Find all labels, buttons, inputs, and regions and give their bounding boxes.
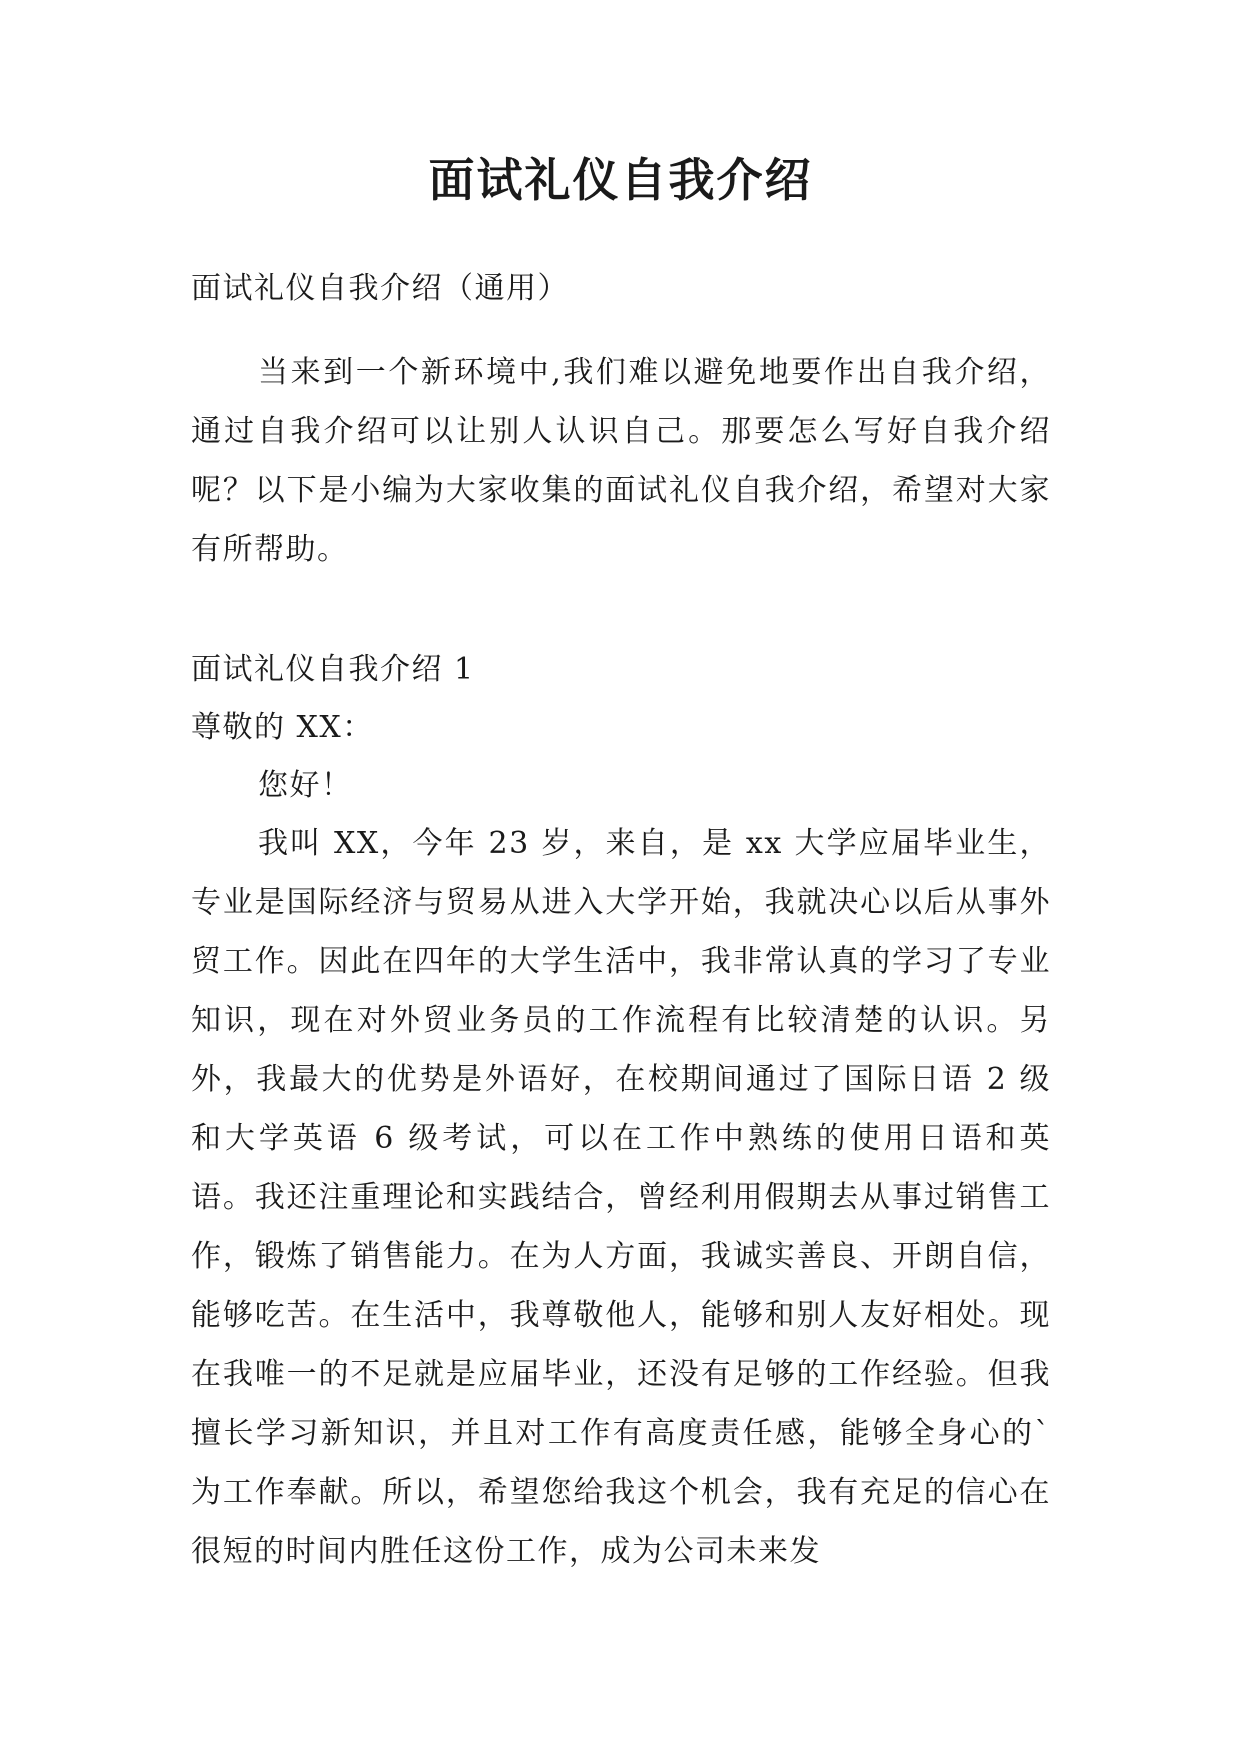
- body-paragraph: 我叫 XX，今年 23 岁，来自，是 xx 大学应届毕业生，专业是国际经济与贸易从进入大学开始，我就决心以后从事外贸工作。因此在四年的大学生活中，我非常认真的学习了专业知识，现在对外贸业务员的工作流程有比较清楚的认识。另外，我最大的优势是外语好，在校期间通过了国际日语 2 级和大学英语 6 级考试，可以在工作中熟练的使用日语和英语。我还注重理论和实践结合，曾经利用假期去从事过销售工作，锻炼了销售能力。在为人方面，我诚实善良、开朗自信，能够吃苦。在生活中，我尊敬他人，能够和别人友好相处。现在我唯一的不足就是应届毕业，还没有足够的工作经验。但我擅长学习新知识，并且对工作有高度责任感，能够全身心的`为工作奉献。所以，希望您给我这个机会，我有充足的信心在很短的时间内胜任这份工作，成为公司未来发: [191, 826, 1051, 1569]
- document-subtitle: 面试礼仪自我介绍（通用）: [191, 271, 569, 306]
- section-heading: 面试礼仪自我介绍 1: [191, 652, 475, 687]
- document-title: 面试礼仪自我介绍: [428, 153, 813, 207]
- salutation: 尊敬的 XX：: [191, 710, 374, 745]
- greeting: 您好！: [258, 768, 353, 803]
- intro-paragraph: 当来到一个新环境中,我们难以避免地要作出自我介绍，通过自我介绍可以让别人认识自己。那要怎么写好自我介绍呢？以下是小编为大家收集的面试礼仪自我介绍，希望对大家有所帮助。: [191, 355, 1051, 567]
